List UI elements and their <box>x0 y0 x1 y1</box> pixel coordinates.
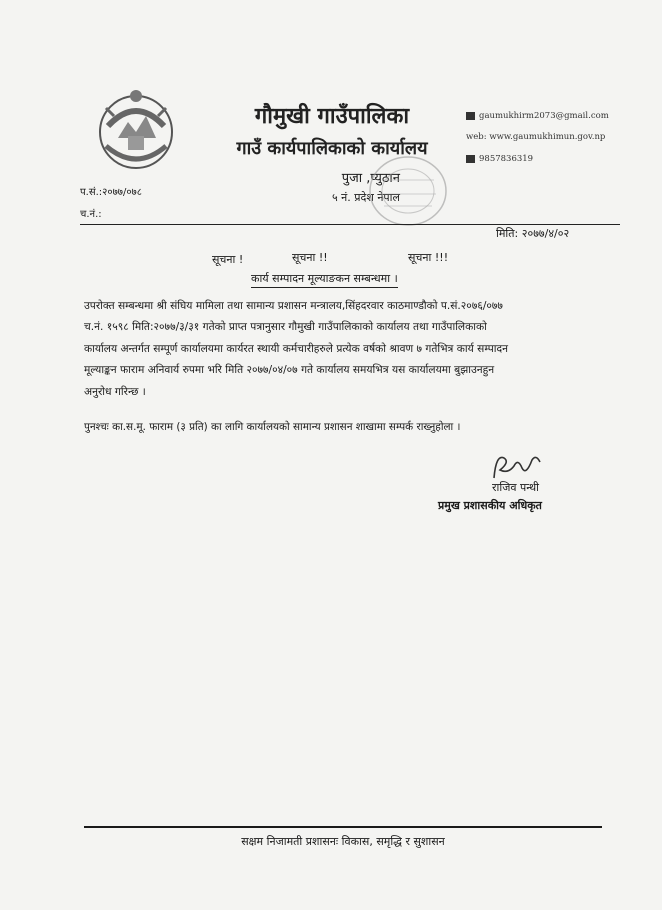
letter-body <box>84 296 610 403</box>
nepal-emblem-icon <box>88 86 184 178</box>
reference-number: प.सं.:२०७७/०७८ <box>80 187 142 198</box>
footer-motto: सक्षम निजामती प्रशासनः विकास, समृद्धि र सुशासन <box>241 835 445 848</box>
footer-divider <box>84 826 602 828</box>
postscript: पुनश्चः का.स.मू. फाराम (३ प्रति) का लागि कार्यालयको सामान्य प्रशासन शाखामा सम्पर्क राख्नुहोला । <box>84 421 461 433</box>
notice-label-2: सूचना !! <box>292 251 328 264</box>
notice-label-1: सूचना ! <box>212 253 244 266</box>
signatory-name: राजिव पन्थी <box>492 481 540 494</box>
email-icon <box>466 112 475 120</box>
web-text: web: www.gaumukhimun.gov.np <box>466 132 606 142</box>
dispatch-number: च.नं.: <box>80 209 102 220</box>
letter-date: मिति: २०७७/४/०२ <box>496 227 570 240</box>
body-line: कार्यालय अन्तर्गत सम्पूर्ण कार्यालयमा कार्यरत स्थायी कर्मचारीहरुले प्रत्येक वर्षको श्रावण ७ गतेभित्र कार्य सम्पादन <box>84 342 508 355</box>
subject-line: कार्य सम्पादन मूल्याङकन सम्बन्धमा । <box>251 271 398 288</box>
contact-email <box>466 111 609 121</box>
contact-web <box>466 132 605 142</box>
email-text: gaumukhirm2073@gmail.com <box>479 111 609 121</box>
body-line: च.नं. १५९८ मिति:२०७७/३/३१ गतेको प्राप्त पत्रानुसार गौमुखी गाउँपालिकाको कार्यालय तथा गाउँपालिकाको <box>84 321 487 334</box>
body-line: अनुरोध गरिन्छ । <box>84 385 146 398</box>
notice-label-3: सूचना !!! <box>408 251 449 264</box>
phone-text: 9857836319 <box>479 154 534 164</box>
address-line-1: पुजा ,प्युठान <box>341 171 400 186</box>
phone-icon <box>466 155 475 163</box>
office-subtitle: गाउँ कार्यपालिकाको कार्यालय <box>236 138 428 159</box>
office-stamp-icon <box>364 150 452 232</box>
body-line: मूल्याङ्कन फाराम अनिवार्य रुपमा भरि मिति २०७७/०४/०७ गते कार्यालय समयभित्र यस कार्यालयमा बुझाउनहुन <box>84 364 495 377</box>
header-divider <box>80 224 620 225</box>
office-name: गौमुखी गाउँपालिका <box>254 104 410 129</box>
signatory-designation: प्रमुख प्रशासकीय अधिकृत <box>438 499 542 512</box>
body-line: उपरोक्त सम्बन्धमा श्री संघिय मामिला तथा सामान्य प्रशासन मन्त्रालय,सिंहदरवार काठमाण्डौको प.सं.२०७६/०७७ <box>84 300 503 312</box>
address-line-2: ५ नं. प्रदेश नेपाल <box>331 191 400 204</box>
contact-phone <box>466 154 533 164</box>
